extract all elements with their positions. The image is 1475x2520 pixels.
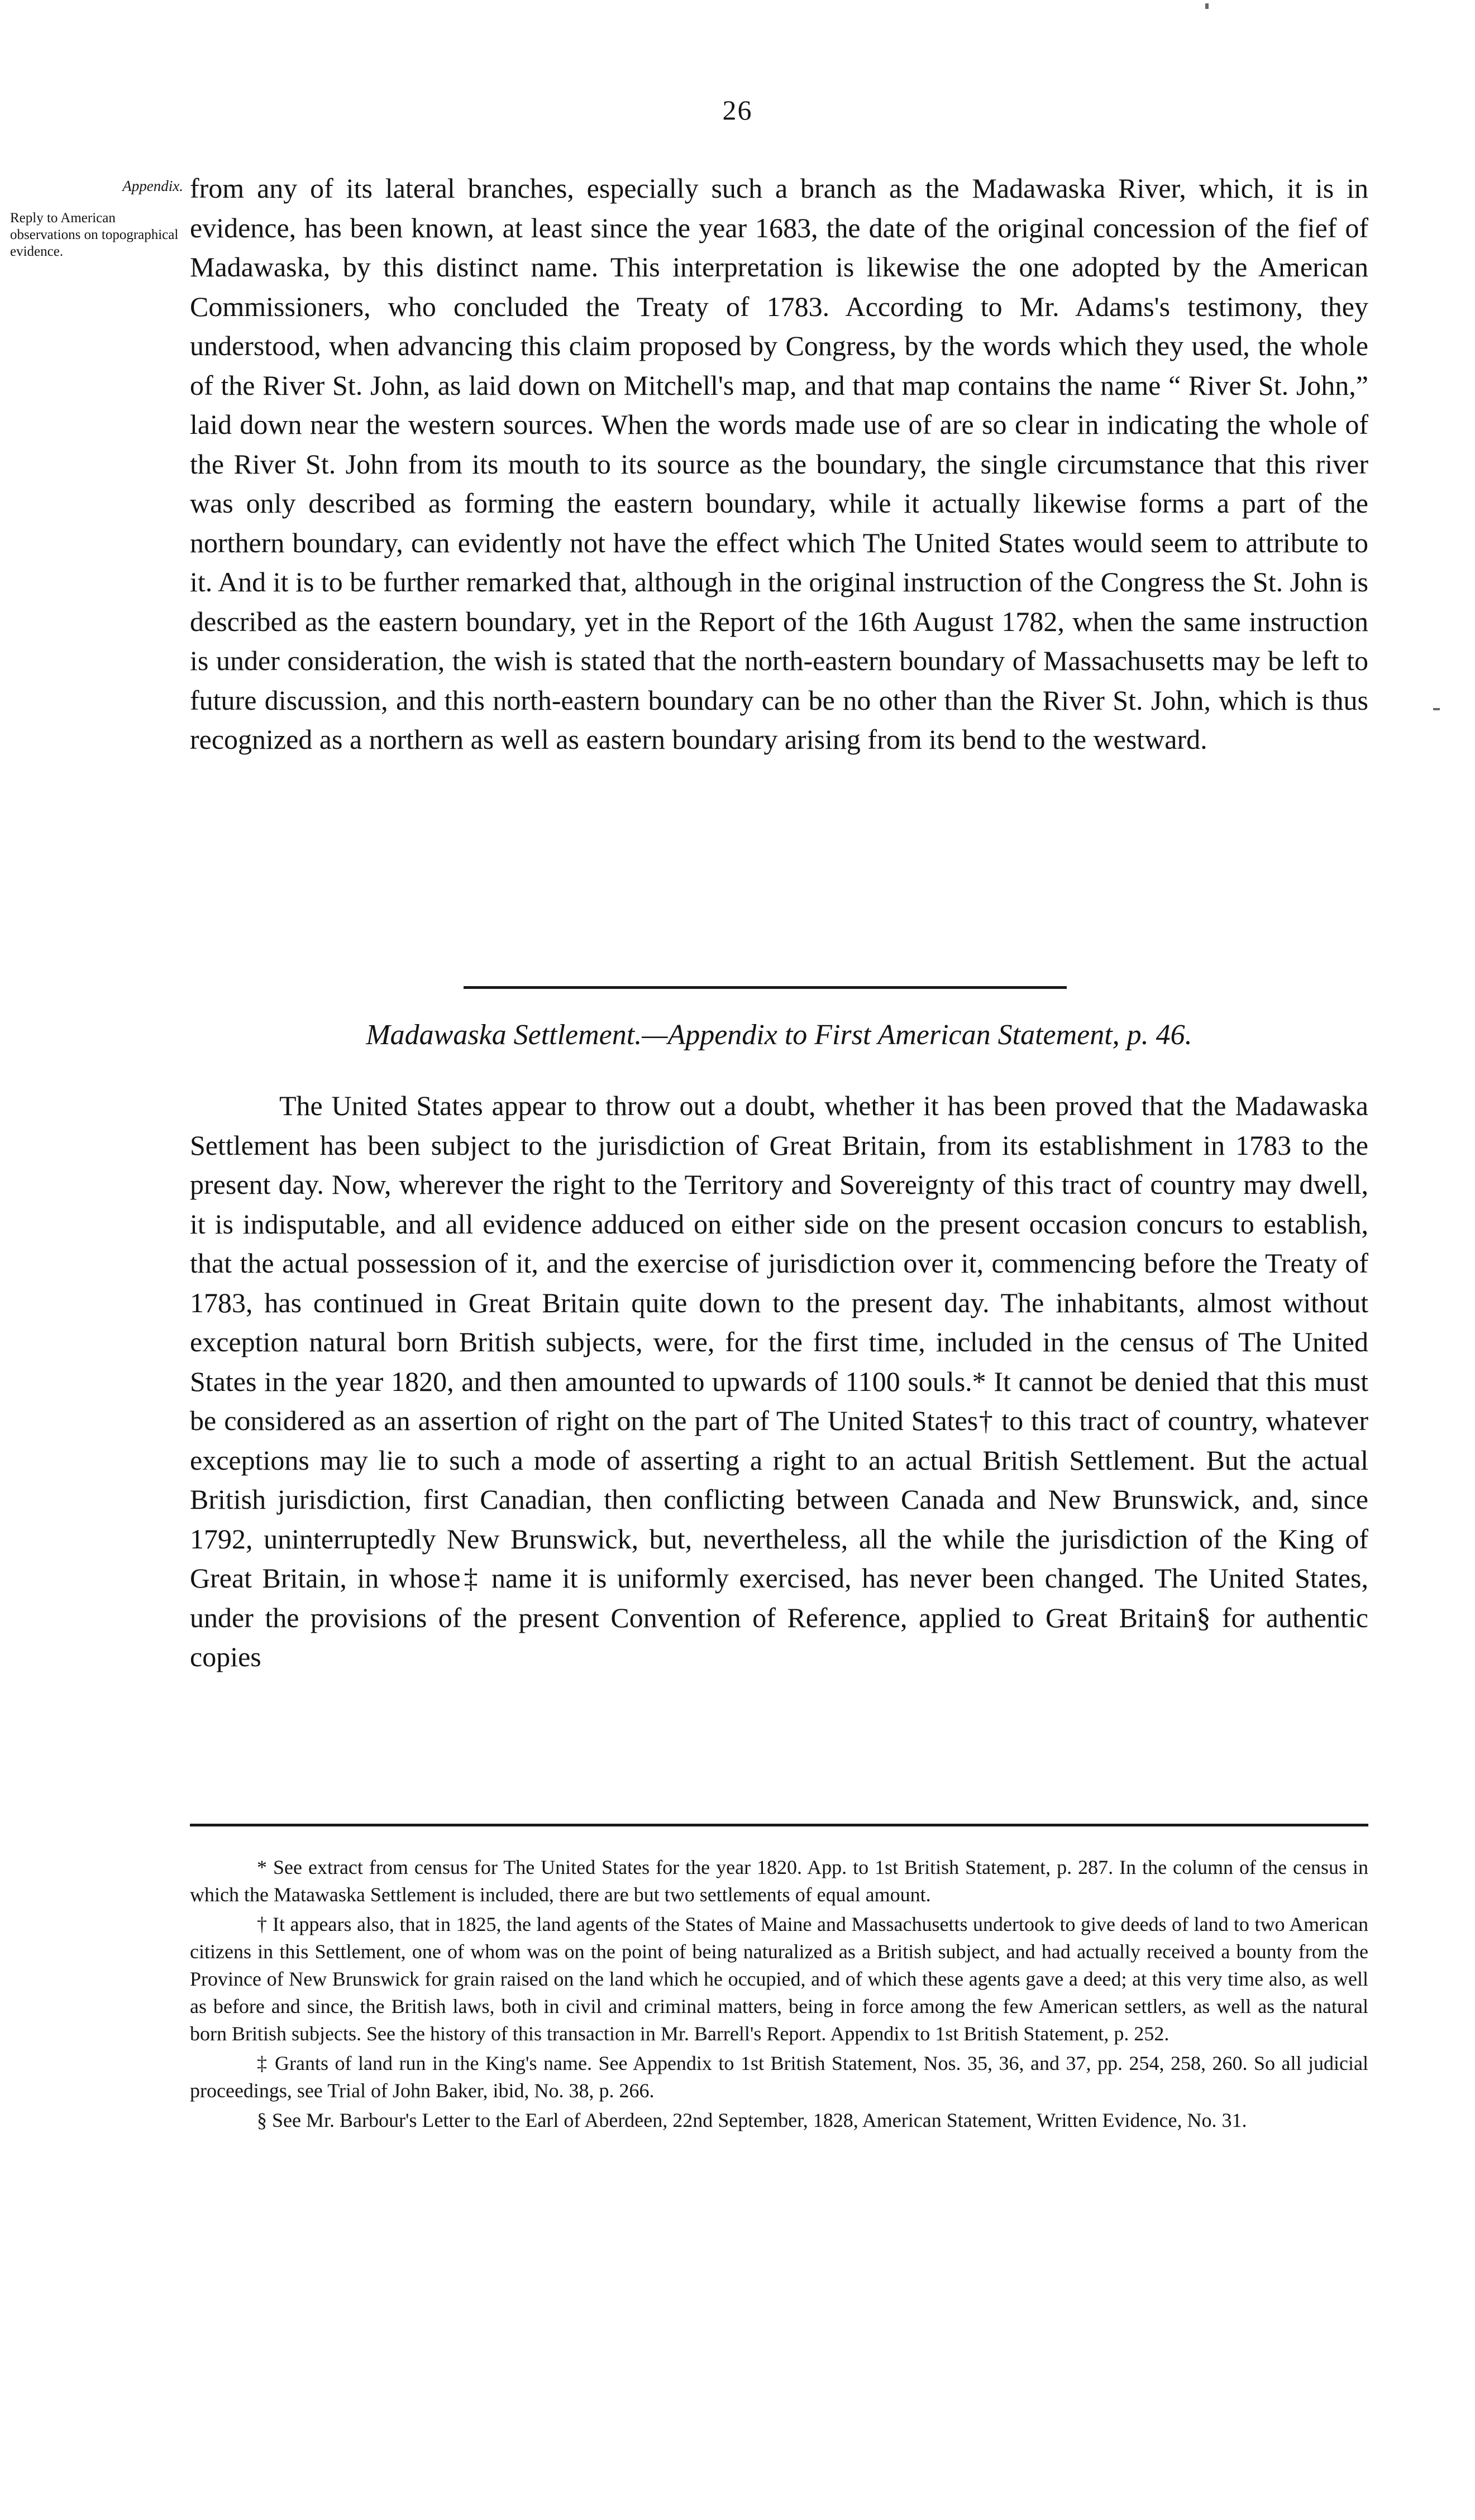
scan-mark-top	[1205, 3, 1209, 9]
footnote-1: * See extract from census for The United States for the year 1820. App. to 1st British Statement, p. 287. In the column of the census in which the Matawaska Settlement is included, there are but two settlements of equal amount.	[190, 1856, 1368, 1906]
footnote-4: § See Mr. Barbour's Letter to the Earl of Aberdeen, 22nd September, 1828, American Statement, Written Evidence, No. 31.	[257, 2109, 1247, 2131]
margin-note-appendix: Appendix.	[122, 178, 183, 194]
scan-mark-right	[1433, 708, 1440, 710]
footnote-divider	[190, 1824, 1368, 1826]
footnote-2: † It appears also, that in 1825, the land agents of the States of Maine and Massachusetts undertook to give deeds of land to two American citizens in this Settlement, one of whom was on the point of being naturalized as a British subject, and had actually received a bounty from the Province of New Brunswick for grain raised on the land which he occupied, and of which these agents gave a deed; at this very time also, as well as before and since, the British laws, both in civil and criminal matters, being in force among the few American settlers, as well as the natural born British subjects. See the history of this transaction in Mr. Barrell's Report. Appendix to 1st British Statement, p. 252.	[190, 1913, 1368, 2045]
footnote-3: ‡ Grants of land run in the King's name. See Appendix to 1st British Statement, Nos. 35, 36, and 37, pp. 254, 258, 260. So all judicial proceedings, see Trial of John Baker, ibid, No. 38, p. 266.	[190, 2052, 1368, 2102]
section-heading: Madawaska Settlement.—Appendix to First American Statement, p. 46.	[366, 1019, 1192, 1051]
margin-notes	[10, 178, 189, 260]
footnotes	[190, 1854, 1368, 2136]
margin-note-reply: Reply to American observations on topographical evidence.	[10, 211, 179, 259]
page-number: 26	[722, 94, 753, 126]
paragraph-one: from any of its lateral branches, especially such a branch as the Madawaska River, which, it is in evidence, has been known, at least since the year 1683, the date of the original concession of the fief of Madawaska, by this distinct name. This interpretation is likewise the one adopted by the American Commissioners, who concluded the Treaty of 1783. According to Mr. Adams's testimony, they understood, when advancing this claim proposed by Congress, by the words which they used, the whole of the River St. John, as laid down on Mitchell's map, and that map contains the name “ River St. John,” laid down near the western sources. When the words made use of are so clear in indicating the whole of the River St. John from its mouth to its source as the boundary, the single circumstance that this river was only described as forming the eastern boundary, while it actually likewise forms a part of the northern boundary, can evidently not have the effect which The United States would seem to attribute to it. And it is to be further remarked that, although in the original instruction of the Congress the St. John is described as the eastern boundary, yet in the Report of the 16th August 1782, when the same instruction is under consideration, the wish is stated that the north-eastern boundary of Massachusetts may be left to future discussion, and this north-eastern boundary can be no other than the River St. John, which is thus recognized as a northern as well as eastern boundary arising from its bend to the westward.	[190, 173, 1368, 755]
paragraph-two: The United States appear to throw out a doubt, whether it has been proved that the Madawaska Settlement has been subject to the jurisdiction of Great Britain, from its establishment in 1783 to the present day. Now, wherever the right to the Territory and Sovereignty of this tract of country may dwell, it is indisputable, and all evidence adduced on either side on the present occasion concurs to establish, that the actual possession of it, and the exercise of jurisdiction over it, commencing before the Treaty of 1783, has continued in Great Britain quite down to the present day. The inhabitants, almost without exception natural born British subjects, were, for the first time, included in the census of The United States in the year 1820, and then amounted to upwards of 1100 souls.* It cannot be denied that this must be considered as an assertion of right on the part of The United States† to this tract of country, whatever exceptions may lie to such a mode of asserting a right to an actual British Settlement. But the actual British jurisdiction, first Canadian, then conflicting between Canada and New Brunswick, and, since 1792, uninterruptedly New Brunswick, but, nevertheless, all the while the jurisdiction of the King of Great Britain, in whose‡ name it is uniformly exercised, has never been changed. The United States, under the provisions of the present Convention of Reference, applied to Great Britain§ for authentic copies	[190, 1090, 1368, 1672]
section-divider	[464, 986, 1067, 989]
